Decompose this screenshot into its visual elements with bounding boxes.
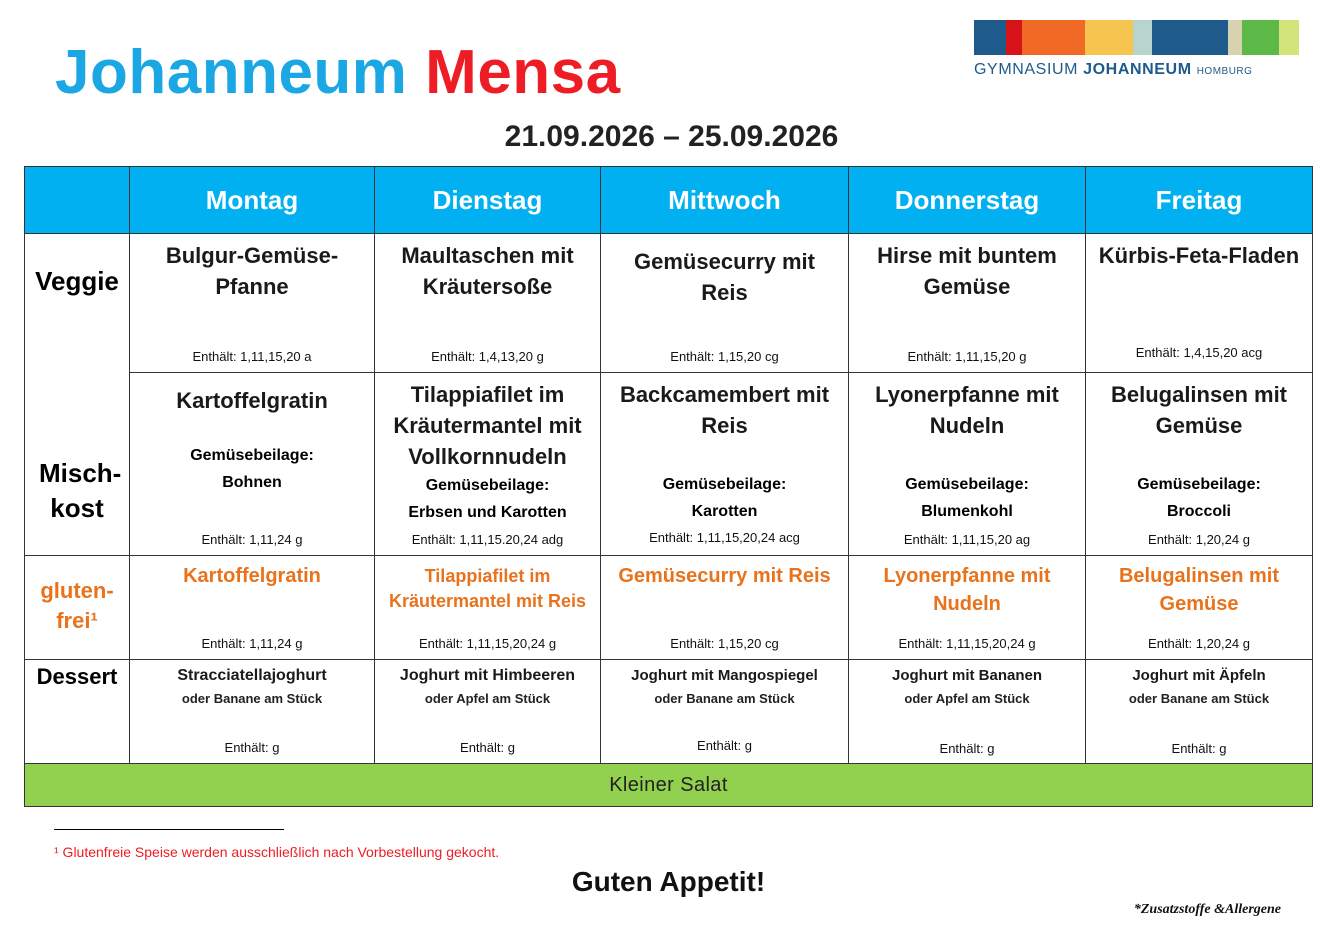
veggie-row xyxy=(25,234,1313,373)
row-label-mischkost: Misch-kost xyxy=(39,458,122,523)
dessert-row xyxy=(25,660,1313,764)
greeting: Guten Appetit! xyxy=(571,866,766,897)
title-johanneum: Johanneum xyxy=(55,38,408,107)
row-label-dessert: Dessert xyxy=(25,660,130,764)
veggie-friday: Kürbis-Feta-Fladen Enthält: 1,4,15,20 acg xyxy=(1086,234,1313,373)
dessert-friday: Joghurt mit Äpfeln oder Banane am Stück Enthält: g xyxy=(1086,660,1313,764)
row-label-veggie: Veggie xyxy=(35,266,119,296)
veggie-monday: Bulgur-Gemüse-Pfanne Enthält: 1,11,15,20 a xyxy=(130,234,375,373)
mischkost-tuesday: Tilappiafilet im Kräutermantel mit Vollkornnudeln Gemüsebeilage: Erbsen und Karotten Enthält: 1,11,15.20,24 adg xyxy=(375,373,601,556)
mischkost-wednesday: Backcamembert mit Reis Gemüsebeilage: Karotten Enthält: 1,11,15,20,24 acg xyxy=(601,373,849,556)
day-header-row xyxy=(25,167,1313,234)
logo-text: GYMNASIUM JOHANNEUM HOMBURG xyxy=(974,61,1253,78)
mischkost-row xyxy=(25,373,1313,556)
school-logo xyxy=(974,20,1299,79)
dessert-wednesday: Joghurt mit Mangospiegel oder Banane am Stück Enthält: g xyxy=(601,660,849,764)
glutenfrei-monday: Kartoffelgratin Enthält: 1,11,24 g xyxy=(130,556,375,660)
glutenfrei-thursday: Lyonerpfanne mit Nudeln Enthält: 1,11,15,20,24 g xyxy=(849,556,1086,660)
veggie-wednesday: Gemüsecurry mit Reis Enthält: 1,15,20 cg xyxy=(601,234,849,373)
dessert-monday: Stracciatellajoghurt oder Banane am Stück Enthält: g xyxy=(130,660,375,764)
footnote-divider xyxy=(54,829,284,830)
day-friday: Freitag xyxy=(1086,167,1313,234)
dessert-tuesday: Joghurt mit Himbeeren oder Apfel am Stück Enthält: g xyxy=(375,660,601,764)
title-mensa: Mensa xyxy=(425,38,621,107)
dessert-thursday: Joghurt mit Bananen oder Apfel am Stück Enthält: g xyxy=(849,660,1086,764)
veggie-tuesday: Maultaschen mit Kräutersoße Enthält: 1,4,13,20 g xyxy=(375,234,601,373)
mischkost-friday: Belugalinsen mit Gemüse Gemüsebeilage: Broccoli Enthält: 1,20,24 g xyxy=(1086,373,1313,556)
veggie-mischkost-label-cell xyxy=(25,234,130,556)
salad-row xyxy=(25,764,1313,807)
day-thursday: Donnerstag xyxy=(849,167,1086,234)
salad-cell: Kleiner Salat xyxy=(25,764,1313,807)
menu-table xyxy=(24,166,1313,807)
date-range: 21.09.2026 – 25.09.2026 xyxy=(504,120,839,153)
glutenfrei-row xyxy=(25,556,1313,660)
mischkost-thursday: Lyonerpfanne mit Nudeln Gemüsebeilage: Blumenkohl Enthält: 1,11,15,20 ag xyxy=(849,373,1086,556)
additives-note: *Zusatzstoffe &Allergene xyxy=(1133,902,1281,917)
glutenfrei-tuesday: Tilappiafilet im Kräutermantel mit Reis Enthält: 1,11,15,20,24 g xyxy=(375,556,601,660)
day-tuesday: Dienstag xyxy=(375,167,601,234)
day-monday: Montag xyxy=(130,167,375,234)
footnote: ¹ Glutenfreie Speise werden ausschließlich nach Vorbestellung gekocht. xyxy=(54,844,500,860)
header-corner xyxy=(25,167,130,234)
row-label-glutenfrei: gluten-frei¹ xyxy=(25,556,130,660)
glutenfrei-wednesday: Gemüsecurry mit Reis Enthält: 1,15,20 cg xyxy=(601,556,849,660)
mischkost-monday: Kartoffelgratin Gemüsebeilage: Bohnen Enthält: 1,11,24 g xyxy=(130,373,375,556)
day-wednesday: Mittwoch xyxy=(601,167,849,234)
glutenfrei-friday: Belugalinsen mit Gemüse Enthält: 1,20,24 g xyxy=(1086,556,1313,660)
logo-color-bar xyxy=(974,20,1299,55)
page-title xyxy=(55,38,621,107)
veggie-thursday: Hirse mit buntem Gemüse Enthält: 1,11,15,20 g xyxy=(849,234,1086,373)
